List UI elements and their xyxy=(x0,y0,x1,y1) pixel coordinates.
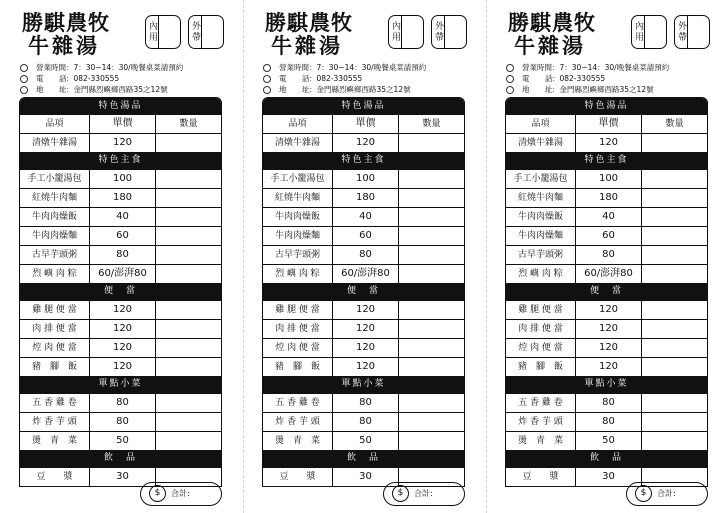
item-price: 120 xyxy=(333,358,399,376)
section-header-bento: 便 當 xyxy=(506,283,707,300)
column-header-item: 品項 xyxy=(263,115,333,133)
hours-text: 營業時間：7：30~14：30/晚餐桌菜請預約 xyxy=(522,63,670,72)
item-name: 牛肉肉燥飯 xyxy=(263,208,333,226)
address-label: 地 址 xyxy=(36,85,71,94)
dine-in-checkbox[interactable] xyxy=(631,15,667,49)
item-name: 清燉牛雜湯 xyxy=(20,134,90,152)
section-header-bento: 便 當 xyxy=(263,283,464,300)
quantity-cell[interactable] xyxy=(642,339,707,357)
section-header-side: 單點小菜 xyxy=(506,376,707,393)
item-price: 80 xyxy=(90,413,156,431)
item-price: 50 xyxy=(90,432,156,450)
column-header-quantity: 數量 xyxy=(422,119,441,129)
dine-in-label: 內用 xyxy=(389,16,402,48)
bell-icon xyxy=(20,64,28,72)
menu-row-bento xyxy=(506,319,707,338)
cut-line xyxy=(486,0,487,513)
phone-number: ：082-330555 xyxy=(309,74,363,83)
item-name: 炸 香 芋 頭 xyxy=(20,413,90,431)
quantity-cell[interactable] xyxy=(156,358,221,376)
quantity-cell[interactable] xyxy=(399,246,464,264)
menu-row-side xyxy=(506,393,707,412)
section-header-side: 單點小菜 xyxy=(20,376,221,393)
phone-label: 電 話 xyxy=(36,74,71,83)
money-icon: $ xyxy=(635,485,652,502)
item-price: 80 xyxy=(576,413,642,431)
item-name: 炸 香 芋 頭 xyxy=(506,413,576,431)
takeout-checkbox[interactable] xyxy=(431,15,467,49)
menu-row-main xyxy=(506,188,707,207)
quantity-cell[interactable] xyxy=(642,413,707,431)
item-name: 牛肉肉燥麵 xyxy=(20,227,90,245)
quantity-cell[interactable] xyxy=(642,301,707,319)
quantity-cell[interactable] xyxy=(642,320,707,338)
hours-text: 營業時間：7：30~14：30/晚餐桌菜請預約 xyxy=(279,63,427,72)
column-header-item: 品項 xyxy=(20,115,90,133)
menu-panel xyxy=(486,0,728,513)
hours-line xyxy=(506,63,669,73)
quantity-cell[interactable] xyxy=(399,413,464,431)
quantity-cell[interactable] xyxy=(399,339,464,357)
dine-in-checkbox[interactable] xyxy=(388,15,424,49)
item-name: 紅燒牛肉麵 xyxy=(20,189,90,207)
phone-icon xyxy=(263,75,271,83)
menu-row-main xyxy=(20,245,221,264)
quantity-cell[interactable] xyxy=(156,134,221,152)
item-price: 120 xyxy=(90,358,156,376)
quantity-cell[interactable] xyxy=(399,301,464,319)
item-name: 手工小籠湯包 xyxy=(263,170,333,188)
quantity-cell[interactable] xyxy=(642,265,707,283)
item-name: 雞 腿 便 當 xyxy=(20,301,90,319)
quantity-cell[interactable] xyxy=(156,246,221,264)
item-price: 60/澎湃80 xyxy=(576,265,642,283)
section-header-drink: 飲 品 xyxy=(263,450,464,467)
section-header-bento: 便 當 xyxy=(20,283,221,300)
section-header-soup: 特色湯品 xyxy=(20,98,221,115)
bell-icon xyxy=(263,64,271,72)
item-price: 60 xyxy=(90,227,156,245)
quantity-cell[interactable] xyxy=(399,134,464,152)
phone-label: 電 話 xyxy=(279,74,314,83)
item-name: 燙 青 菜 xyxy=(20,432,90,450)
menu-row-bento xyxy=(506,338,707,357)
menu-row-side xyxy=(263,431,464,450)
total-field[interactable] xyxy=(626,482,708,506)
item-name: 古早芋頭粥 xyxy=(263,246,333,264)
takeout-label: 外帶 xyxy=(189,16,202,48)
item-price: 120 xyxy=(90,301,156,319)
item-name: 豆 漿 xyxy=(506,468,576,486)
item-name: 清燉牛雜湯 xyxy=(506,134,576,152)
menu-row-bento xyxy=(20,357,221,376)
menu-row-bento xyxy=(20,338,221,357)
quantity-cell[interactable] xyxy=(399,358,464,376)
column-header-row xyxy=(506,115,707,133)
address-text: ：金門縣烈嶼鄉西路35之12號 xyxy=(66,85,168,94)
menu-row-bento xyxy=(506,300,707,319)
item-price: 100 xyxy=(90,170,156,188)
menu-row-bento xyxy=(506,357,707,376)
location-pin-icon xyxy=(20,86,28,94)
item-name: 五 香 雞 卷 xyxy=(263,394,333,412)
item-price: 80 xyxy=(333,413,399,431)
item-price: 120 xyxy=(576,134,642,152)
item-price: 120 xyxy=(576,339,642,357)
item-price: 60/澎湃80 xyxy=(90,265,156,283)
menu-row-bento xyxy=(263,338,464,357)
item-name: 烈 嶼 肉 粽 xyxy=(506,265,576,283)
takeout-checkbox[interactable] xyxy=(188,15,224,49)
quantity-cell[interactable] xyxy=(156,432,221,450)
column-header-row xyxy=(263,115,464,133)
hours-line xyxy=(20,63,183,73)
quantity-cell[interactable] xyxy=(156,301,221,319)
quantity-cell[interactable] xyxy=(156,227,221,245)
menu-row-main xyxy=(263,264,464,283)
item-price: 120 xyxy=(576,358,642,376)
menu-row-main xyxy=(20,226,221,245)
quantity-cell[interactable] xyxy=(156,170,221,188)
menu-row-main xyxy=(20,169,221,188)
quantity-cell[interactable] xyxy=(399,170,464,188)
address-line xyxy=(263,85,411,95)
item-price: 120 xyxy=(333,320,399,338)
takeout-label: 外帶 xyxy=(432,16,445,48)
menu-row-side xyxy=(20,431,221,450)
money-icon: $ xyxy=(392,485,409,502)
column-header-quantity: 數量 xyxy=(179,119,198,129)
location-pin-icon xyxy=(506,86,514,94)
shop-name-line2: 牛雜湯 xyxy=(514,33,586,58)
item-price: 40 xyxy=(576,208,642,226)
menu-row-soup xyxy=(506,133,707,152)
item-price: 40 xyxy=(90,208,156,226)
menu-row-bento xyxy=(263,319,464,338)
menu-row-bento xyxy=(263,300,464,319)
phone-icon xyxy=(506,75,514,83)
hours-text: 營業時間：7：30~14：30/晚餐桌菜請預約 xyxy=(36,63,184,72)
section-header-side: 單點小菜 xyxy=(263,376,464,393)
section-header-main: 特色主食 xyxy=(263,152,464,169)
item-price: 50 xyxy=(333,432,399,450)
menu-row-main xyxy=(263,169,464,188)
item-price: 30 xyxy=(333,468,399,486)
total-field[interactable] xyxy=(140,482,222,506)
section-header-main: 特色主食 xyxy=(506,152,707,169)
item-name: 烈 嶼 肉 粽 xyxy=(20,265,90,283)
quantity-cell[interactable] xyxy=(156,265,221,283)
quantity-cell[interactable] xyxy=(399,208,464,226)
item-price: 60/澎湃80 xyxy=(333,265,399,283)
item-name: 雞 腿 便 當 xyxy=(506,301,576,319)
quantity-cell[interactable] xyxy=(642,134,707,152)
item-name: 豬 腳 飯 xyxy=(263,358,333,376)
item-price: 100 xyxy=(576,170,642,188)
phone-label: 電 話 xyxy=(522,74,557,83)
item-price: 120 xyxy=(90,320,156,338)
item-price: 80 xyxy=(576,394,642,412)
menu-panel xyxy=(243,0,486,513)
item-price: 80 xyxy=(333,394,399,412)
quantity-cell[interactable] xyxy=(642,189,707,207)
address-line xyxy=(20,85,168,95)
quantity-cell[interactable] xyxy=(399,265,464,283)
quantity-cell[interactable] xyxy=(156,320,221,338)
money-icon: $ xyxy=(149,485,166,502)
menu-table xyxy=(19,97,222,487)
item-name: 焢 肉 便 當 xyxy=(506,339,576,357)
quantity-cell[interactable] xyxy=(642,170,707,188)
shop-name-line1: 勝騏農牧 xyxy=(265,10,353,35)
section-header-soup: 特色湯品 xyxy=(506,98,707,115)
quantity-cell[interactable] xyxy=(399,227,464,245)
menu-row-side xyxy=(20,412,221,431)
item-name: 紅燒牛肉麵 xyxy=(506,189,576,207)
item-name: 牛肉肉燥麵 xyxy=(506,227,576,245)
menu-row-soup xyxy=(263,133,464,152)
quantity-cell[interactable] xyxy=(642,432,707,450)
takeout-label: 外帶 xyxy=(675,16,688,48)
item-name: 燙 青 菜 xyxy=(263,432,333,450)
menu-row-soup xyxy=(20,133,221,152)
bell-icon xyxy=(506,64,514,72)
item-name: 牛肉肉燥飯 xyxy=(506,208,576,226)
quantity-cell[interactable] xyxy=(642,394,707,412)
quantity-cell[interactable] xyxy=(156,413,221,431)
location-pin-icon xyxy=(263,86,271,94)
item-price: 120 xyxy=(333,339,399,357)
item-price: 50 xyxy=(576,432,642,450)
item-name: 雞 腿 便 當 xyxy=(263,301,333,319)
item-name: 五 香 雞 卷 xyxy=(506,394,576,412)
menu-row-side xyxy=(263,393,464,412)
total-label: 合計: xyxy=(657,489,676,498)
takeout-checkbox[interactable] xyxy=(674,15,710,49)
item-name: 豬 腳 飯 xyxy=(20,358,90,376)
total-label: 合計: xyxy=(414,489,433,498)
item-name: 清燉牛雜湯 xyxy=(263,134,333,152)
item-name: 紅燒牛肉麵 xyxy=(263,189,333,207)
menu-row-bento xyxy=(263,357,464,376)
section-header-main: 特色主食 xyxy=(20,152,221,169)
quantity-cell[interactable] xyxy=(399,394,464,412)
phone-line xyxy=(506,74,605,84)
menu-table xyxy=(505,97,708,487)
column-header-quantity: 數量 xyxy=(665,119,684,129)
phone-line xyxy=(20,74,119,84)
address-text: ：金門縣烈嶼鄉西路35之12號 xyxy=(552,85,654,94)
menu-row-main xyxy=(506,264,707,283)
address-text: ：金門縣烈嶼鄉西路35之12號 xyxy=(309,85,411,94)
quantity-cell[interactable] xyxy=(399,320,464,338)
address-label: 地 址 xyxy=(522,85,557,94)
menu-row-main xyxy=(263,245,464,264)
hours-line xyxy=(263,63,426,73)
quantity-cell[interactable] xyxy=(156,189,221,207)
item-name: 五 香 雞 卷 xyxy=(20,394,90,412)
quantity-cell[interactable] xyxy=(642,358,707,376)
shop-name-line1: 勝騏農牧 xyxy=(508,10,596,35)
item-name: 手工小籠湯包 xyxy=(506,170,576,188)
address-label: 地 址 xyxy=(279,85,314,94)
quantity-cell[interactable] xyxy=(399,432,464,450)
item-name: 肉 排 便 當 xyxy=(20,320,90,338)
phone-number: ：082-330555 xyxy=(552,74,606,83)
column-header-price: 單價 xyxy=(90,115,156,133)
menu-row-bento xyxy=(20,319,221,338)
total-label: 合計: xyxy=(171,489,190,498)
dine-in-label: 內用 xyxy=(632,16,645,48)
column-header-row xyxy=(20,115,221,133)
menu-row-bento xyxy=(20,300,221,319)
item-price: 100 xyxy=(333,170,399,188)
dine-in-label: 內用 xyxy=(146,16,159,48)
shop-name-line2: 牛雜湯 xyxy=(28,33,100,58)
menu-row-side xyxy=(506,431,707,450)
menu-row-side xyxy=(506,412,707,431)
column-header-price: 單價 xyxy=(333,115,399,133)
menu-row-main xyxy=(263,207,464,226)
menu-row-main xyxy=(506,245,707,264)
quantity-cell[interactable] xyxy=(156,394,221,412)
menu-row-main xyxy=(506,169,707,188)
item-name: 烈 嶼 肉 粽 xyxy=(263,265,333,283)
section-header-drink: 飲 品 xyxy=(20,450,221,467)
item-price: 60 xyxy=(333,227,399,245)
item-name: 焢 肉 便 當 xyxy=(20,339,90,357)
item-price: 30 xyxy=(90,468,156,486)
phone-number: ：082-330555 xyxy=(66,74,120,83)
phone-line xyxy=(263,74,362,84)
item-price: 40 xyxy=(333,208,399,226)
item-name: 豬 腳 飯 xyxy=(506,358,576,376)
quantity-cell[interactable] xyxy=(399,189,464,207)
item-price: 120 xyxy=(333,301,399,319)
menu-row-main xyxy=(20,188,221,207)
menu-row-main xyxy=(263,188,464,207)
item-price: 180 xyxy=(333,189,399,207)
menu-row-main xyxy=(20,264,221,283)
item-name: 肉 排 便 當 xyxy=(506,320,576,338)
menu-row-main xyxy=(506,207,707,226)
item-name: 焢 肉 便 當 xyxy=(263,339,333,357)
item-price: 120 xyxy=(90,134,156,152)
item-name: 豆 漿 xyxy=(263,468,333,486)
section-header-drink: 飲 品 xyxy=(506,450,707,467)
phone-icon xyxy=(20,75,28,83)
item-price: 180 xyxy=(576,189,642,207)
item-name: 炸 香 芋 頭 xyxy=(263,413,333,431)
item-price: 120 xyxy=(333,134,399,152)
menu-row-side xyxy=(20,393,221,412)
item-name: 肉 排 便 當 xyxy=(263,320,333,338)
item-name: 燙 青 菜 xyxy=(506,432,576,450)
item-price: 80 xyxy=(576,246,642,264)
shop-name-line2: 牛雜湯 xyxy=(271,33,343,58)
item-name: 古早芋頭粥 xyxy=(20,246,90,264)
item-price: 80 xyxy=(333,246,399,264)
item-price: 120 xyxy=(576,301,642,319)
menu-panel xyxy=(0,0,243,513)
quantity-cell[interactable] xyxy=(156,208,221,226)
item-price: 60 xyxy=(576,227,642,245)
item-price: 180 xyxy=(90,189,156,207)
quantity-cell[interactable] xyxy=(642,227,707,245)
item-name: 豆 漿 xyxy=(20,468,90,486)
menu-row-side xyxy=(263,412,464,431)
cut-line xyxy=(243,0,244,513)
item-price: 80 xyxy=(90,246,156,264)
item-price: 120 xyxy=(576,320,642,338)
menu-row-main xyxy=(263,226,464,245)
section-header-soup: 特色湯品 xyxy=(263,98,464,115)
column-header-item: 品項 xyxy=(506,115,576,133)
total-field[interactable] xyxy=(383,482,465,506)
menu-row-main xyxy=(20,207,221,226)
quantity-cell[interactable] xyxy=(156,339,221,357)
quantity-cell[interactable] xyxy=(642,246,707,264)
address-line xyxy=(506,85,654,95)
item-price: 80 xyxy=(90,394,156,412)
quantity-cell[interactable] xyxy=(642,208,707,226)
item-price: 120 xyxy=(90,339,156,357)
item-name: 牛肉肉燥麵 xyxy=(263,227,333,245)
shop-name-line1: 勝騏農牧 xyxy=(22,10,110,35)
item-name: 古早芋頭粥 xyxy=(506,246,576,264)
dine-in-checkbox[interactable] xyxy=(145,15,181,49)
item-price: 30 xyxy=(576,468,642,486)
menu-table xyxy=(262,97,465,487)
item-name: 手工小籠湯包 xyxy=(20,170,90,188)
menu-row-main xyxy=(506,226,707,245)
item-name: 牛肉肉燥飯 xyxy=(20,208,90,226)
column-header-price: 單價 xyxy=(576,115,642,133)
